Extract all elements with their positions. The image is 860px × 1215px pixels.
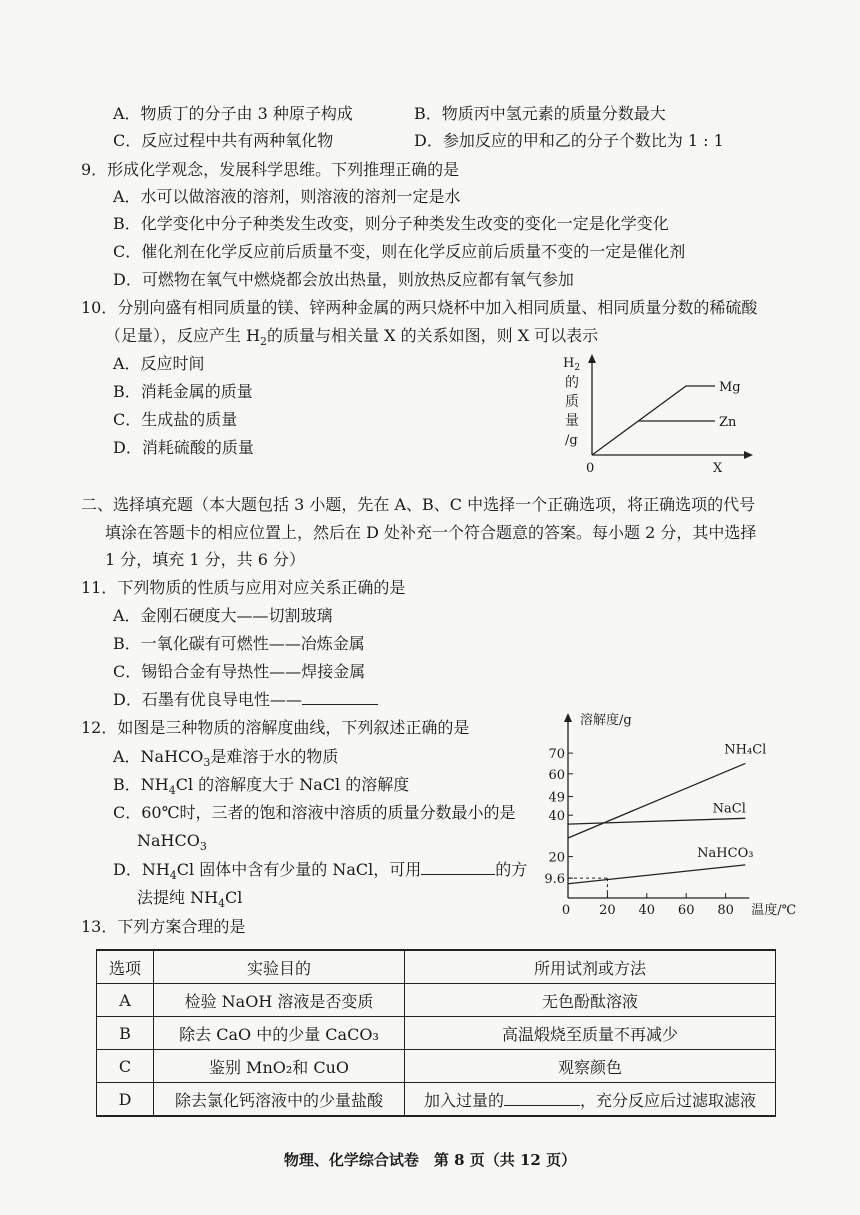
table-header-row	[97, 950, 776, 984]
y-tick-label: 20	[548, 850, 565, 866]
q10-y-char2: 质	[565, 394, 579, 410]
q10-option-c: C．生成盐的质量	[113, 410, 238, 429]
q13-stem: 13．下列方案合理的是	[81, 917, 246, 936]
series-line	[568, 818, 745, 824]
q10-y-label: $H_2$	[563, 356, 581, 373]
q9-option-a: A．水可以做溶液的溶剂，则溶液的溶剂一定是水	[113, 187, 461, 206]
sol-y-label: 溶解度/g	[580, 713, 632, 728]
q8-option-a: A．物质丁的分子由 3 种原子构成	[113, 104, 353, 123]
series-label: NaHCO₃	[697, 845, 754, 861]
x-tick-label: 40	[638, 903, 656, 918]
q13-answer-blank	[504, 1091, 580, 1106]
q11-answer-blank	[302, 690, 378, 705]
table-header-option: 选项	[97, 950, 154, 984]
q10-graph	[555, 348, 755, 476]
q10-option-d: D．消耗硫酸的质量	[113, 438, 254, 457]
table-row	[97, 1050, 776, 1083]
table-header-method: 所用试剂或方法	[405, 950, 776, 984]
q11-stem: 11．下列物质的性质与应用对应关系正确的是	[81, 578, 406, 597]
y-tick-label: 70	[548, 747, 565, 763]
table-cell: C	[97, 1050, 154, 1083]
q9-stem: 9．形成化学观念，发展科学思维。下列推理正确的是	[81, 160, 460, 179]
section2-line2: 填涂在答题卡的相应位置上，然后在 D 处补充一个符合题意的答案。每小题 2 分，其中选择	[105, 523, 757, 542]
x-tick-label: 0	[561, 903, 571, 918]
solubility-chart	[538, 708, 797, 922]
table-cell: 检验 NaOH 溶液是否变质	[154, 984, 405, 1017]
q11-option-a: A．金刚石硬度大——切割玻璃	[113, 606, 333, 625]
x-tick-label: 20	[599, 903, 616, 918]
table-cell: D	[97, 1083, 154, 1117]
y-tick-label: 60	[548, 767, 565, 783]
q10-zn-label: Zn	[719, 415, 737, 430]
table-cell: 除去氯化钙溶液中的少量盐酸	[154, 1083, 405, 1117]
x-tick-label: 60	[677, 903, 695, 918]
table-cell: 观察颜色	[405, 1050, 776, 1083]
sol-y-arrow	[564, 713, 572, 722]
q10-y-char1: 的	[565, 375, 579, 391]
series-label: NaCl	[712, 801, 746, 817]
q10-x-arrow	[744, 451, 753, 459]
q10-y-unit: /g	[565, 433, 578, 448]
q12-option-c-line1: C．60℃时，三者的饱和溶液中溶质的质量分数最小的是	[113, 803, 516, 822]
section2-line3: 1 分，填充 1 分，共 6 分）	[105, 550, 305, 569]
q12-option-d-line1: D．$NH_4Cl$ 固体中含有少量的 NaCl，可用 的方	[113, 860, 528, 883]
q10-option-b: B．消耗金属的质量	[113, 382, 253, 401]
table-header-purpose: 实验目的	[154, 950, 405, 984]
q11-option-d: D．石墨有优良导电性——	[113, 690, 378, 710]
q8-option-c: C．反应过程中共有两种氧化物	[113, 131, 334, 150]
q9-option-b: B．化学变化中分子种类发生改变，则分子种类发生改变的变化一定是化学变化	[113, 214, 669, 233]
q10-y-char3: 量	[565, 413, 579, 429]
section2-line1: 二、选择填充题（本大题包括 3 小题，先在 A、B、C 中选择一个正确选项，将正确选项的代号	[81, 495, 756, 514]
q8-option-d: D．参加反应的甲和乙的分子个数比为 1 : 1	[414, 131, 724, 150]
table-cell: B	[97, 1017, 154, 1050]
q12-option-a: A．NaHCO$_3$是难溶于水的物质	[113, 747, 339, 770]
q12-option-d-line2: 法提纯 $NH_4Cl$	[137, 888, 243, 911]
table-row	[97, 984, 776, 1017]
table-row	[97, 1017, 776, 1050]
q9-option-c: C．催化剂在化学反应前后质量不变，则在化学反应前后质量不变的一定是催化剂	[113, 242, 686, 261]
y-tick-label: 49	[548, 790, 565, 806]
q10-stem-line2: （足量），反应产生 $H_2$的质量与相关量 X 的关系如图，则 X 可以表示	[105, 326, 599, 349]
table-cell: 鉴别 MnO₂和 CuO	[154, 1050, 405, 1083]
q12-answer-blank	[421, 860, 495, 875]
q8-option-b: B．物质丙中氢元素的质量分数最大	[414, 104, 666, 123]
q10-mg-label: Mg	[719, 380, 741, 395]
q10-option-a: A．反应时间	[113, 354, 205, 373]
q10-x-label: X	[713, 461, 723, 476]
table-cell: 加入过量的 ，充分反应后过滤取滤液	[405, 1083, 776, 1117]
table-cell: 除去 CaO 中的少量 CaCO₃	[154, 1017, 405, 1050]
table-row	[97, 1083, 776, 1117]
table-cell: 无色酚酞溶液	[405, 984, 776, 1017]
q12-stem: 12．如图是三种物质的溶解度曲线，下列叙述正确的是	[81, 718, 470, 737]
q9-option-d: D．可燃物在氧气中燃烧都会放出热量，则放热反应都有氧气参加	[113, 270, 574, 289]
q12-option-b: B．$NH_4Cl$ 的溶解度大于 NaCl 的溶解度	[113, 775, 410, 798]
sol-x-label: 温度/℃	[751, 903, 797, 918]
q13-table	[96, 949, 776, 1117]
y-tick-label: 40	[548, 809, 565, 825]
q12-option-c-line2: NaHCO$_3$	[137, 831, 207, 854]
q11-option-b: B．一氧化碳有可燃性——冶炼金属	[113, 634, 365, 653]
q10-stem-line1: 10．分别向盛有相同质量的镁、锌两种金属的两只烧杯中加入相同质量、相同质量分数的稀硫酸	[81, 298, 758, 317]
series-line	[568, 865, 745, 884]
table-cell: 高温煅烧至质量不再减少	[405, 1017, 776, 1050]
page-footer: 物理、化学综合试卷 第 8 页（共 12 页）	[283, 1151, 577, 1169]
q11-option-c: C．锡铅合金有导热性——焊接金属	[113, 662, 366, 681]
series-label: NH₄Cl	[724, 742, 767, 758]
y-tick-label: 9.6	[544, 872, 565, 888]
table-cell: A	[97, 984, 154, 1017]
q10-origin: 0	[586, 461, 595, 476]
q10-y-arrow	[588, 354, 596, 363]
x-tick-label: 80	[717, 903, 734, 918]
